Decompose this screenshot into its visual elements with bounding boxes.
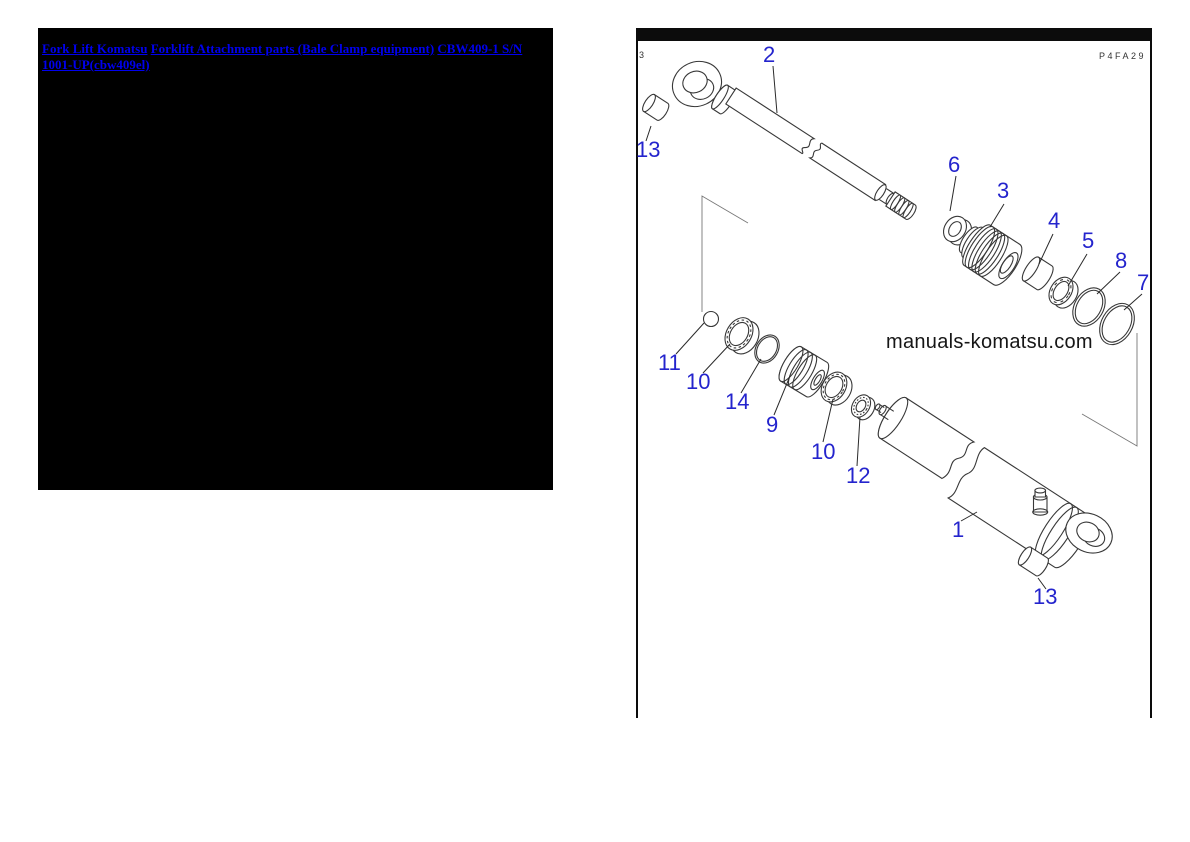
callout-11: 11 — [658, 350, 681, 375]
callout-5: 5 — [1082, 228, 1095, 253]
callout-1: 1 — [952, 517, 965, 542]
part-oring-14 — [750, 330, 784, 367]
callout-7: 7 — [1137, 270, 1150, 295]
header-black-panel — [38, 28, 553, 490]
callout-8: 8 — [1115, 248, 1128, 273]
callout-9: 9 — [766, 412, 779, 437]
callout-10-left: 10 — [686, 369, 711, 394]
parts-diagram-sheet — [636, 28, 1152, 718]
exploded-cylinder-drawing — [636, 28, 1152, 718]
callout-10-right: 10 — [811, 439, 836, 464]
callout-14: 14 — [725, 389, 750, 414]
breadcrumb-link-attachment-parts[interactable]: Forklift Attachment parts (Bale Clamp equipment) — [150, 41, 435, 56]
part-bushing-4 — [1019, 255, 1056, 293]
callout-2: 2 — [763, 42, 776, 67]
breadcrumb — [38, 28, 550, 73]
part-ball-11 — [704, 312, 719, 327]
sheet-number: 3 — [639, 50, 645, 60]
callout-12: 12 — [846, 463, 871, 488]
page-code: P4FA29 — [1098, 51, 1146, 61]
part-nut-12 — [848, 391, 879, 423]
breadcrumb-link-model-serial[interactable]: CBW409-1 S/N 1001-UP(cbw409el) — [42, 41, 523, 72]
callout-3: 3 — [997, 178, 1010, 203]
part-cylinder-tube-1 — [862, 387, 1118, 573]
part-bushing-top — [640, 92, 671, 122]
callout-6: 6 — [948, 152, 961, 177]
callout-13-bottom: 13 — [1033, 584, 1058, 609]
breadcrumb-link-forklift-komatsu[interactable]: Fork Lift Komatsu — [42, 41, 148, 56]
callout-4: 4 — [1048, 208, 1061, 233]
callout-13-top: 13 — [636, 137, 661, 162]
watermark-text: manuals-komatsu.com — [886, 331, 1093, 353]
